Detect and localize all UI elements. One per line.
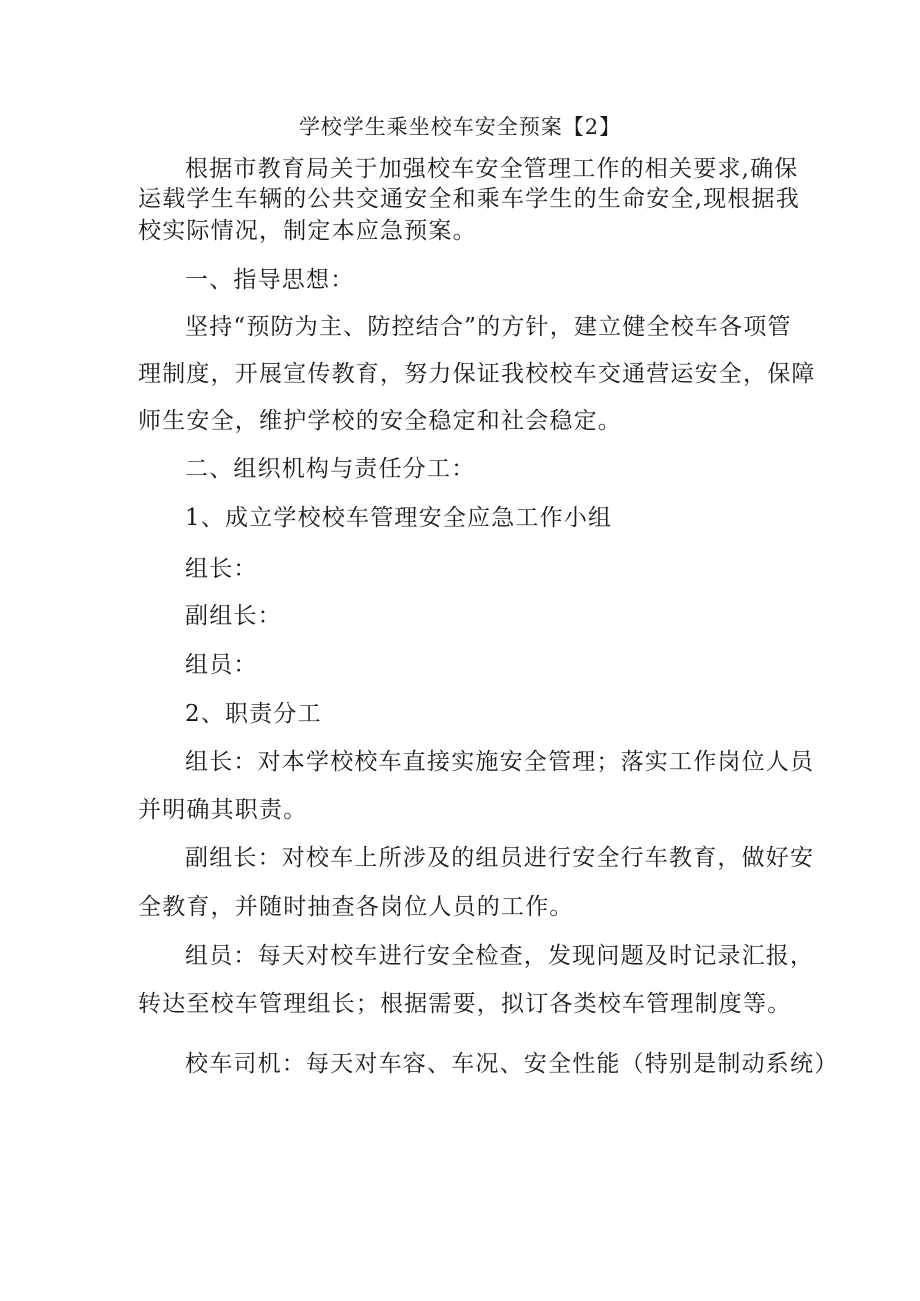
section-heading: 一、指导思想： [185, 267, 355, 293]
paragraph-line: 根据市教育局关于加强校车安全管理工作的相关要求,确保 [185, 156, 799, 182]
paragraph-line: 并明确其职责。 [138, 797, 308, 823]
paragraph-line: 全教育，并随时抽查各岗位人员的工作。 [138, 894, 574, 920]
subsection-heading: 1、成立学校校车管理安全应急工作小组 [185, 505, 613, 531]
paragraph-line: 组长：对本学校校车直接实施安全管理；落实工作岗位人员 [185, 749, 815, 775]
paragraph-line: 组员： [185, 652, 258, 678]
paragraph-line: 师生安全，维护学校的安全稳定和社会稳定。 [138, 408, 622, 434]
paragraph-line: 副组长：对校车上所涉及的组员进行安全行车教育，做好安 [185, 845, 815, 871]
paragraph-line: 校实际情况，制定本应急预案。 [138, 218, 477, 244]
paragraph-line: 坚持“预防为主、防控结合”的方针，建立健全校车各项管 [185, 314, 792, 340]
paragraph-line: 转达至校车管理组长；根据需要，拟订各类校车管理制度等。 [138, 991, 792, 1017]
document-title: 学校学生乘坐校车安全预案【2】 [298, 115, 622, 139]
paragraph-line: 校车司机：每天对车容、车况、安全性能（特别是制动系统） [185, 1051, 839, 1077]
subsection-heading: 2、职责分工 [185, 701, 322, 727]
paragraph-line: 理制度，开展宣传教育，努力保证我校校车交通营运安全，保障 [138, 361, 816, 387]
section-heading: 二、组织机构与责任分工： [185, 456, 476, 482]
paragraph-line: 组长： [185, 556, 258, 582]
paragraph-line: 副组长： [185, 603, 282, 629]
paragraph-line: 组员：每天对校车进行安全检查，发现问题及时记录汇报， [185, 943, 815, 969]
paragraph-line: 运载学生车辆的公共交通安全和乘车学生的生命安全,现根据我 [138, 186, 800, 212]
